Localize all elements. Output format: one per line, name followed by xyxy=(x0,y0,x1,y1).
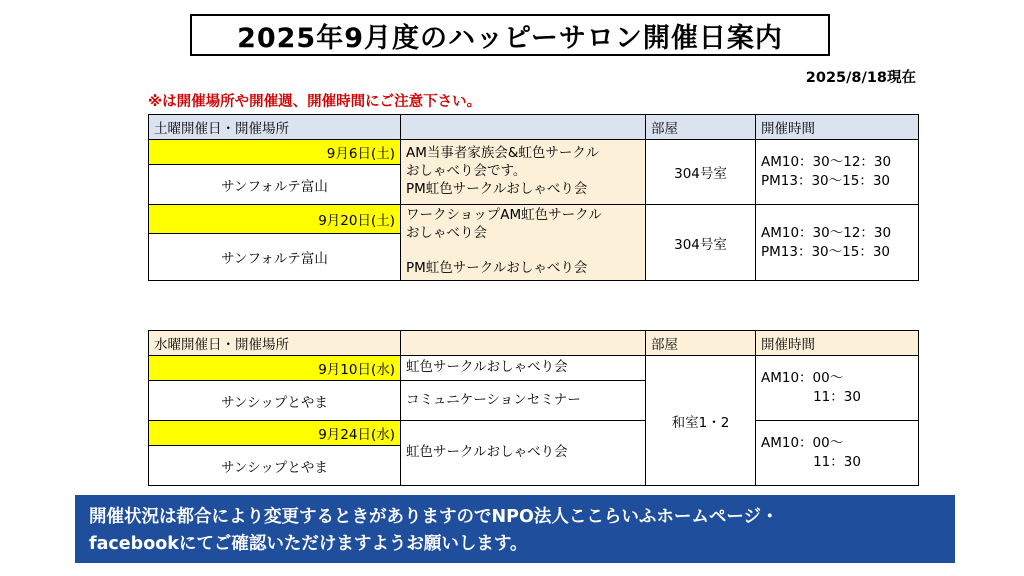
time-line-1: AM10：30～12：30 xyxy=(761,154,892,171)
desc-line-2: おしゃべり会です。 xyxy=(406,163,527,180)
table-row xyxy=(149,205,919,234)
time-line-2: 11：30 xyxy=(813,389,861,405)
col-header-date-place: 水曜開催日・開催場所 xyxy=(149,331,401,356)
table-row xyxy=(149,140,919,165)
desc-line-3: PM虹色サークルおしゃべり会 xyxy=(406,260,588,277)
notice-text: ※は開催場所や開催週、開催時間にご注意下さい。 xyxy=(148,94,482,110)
event-place: サンシップとやま xyxy=(149,446,401,486)
event-description xyxy=(401,205,646,281)
event-place: サンシップとやま xyxy=(149,381,401,421)
footer-line-2: facebookにてご確認いただけますようお願いします。 xyxy=(89,534,528,555)
event-room: 304号室 xyxy=(646,205,756,281)
event-room: 304号室 xyxy=(646,140,756,205)
as-of-date: 2025/8/18現在 xyxy=(805,70,916,86)
table-row xyxy=(149,331,919,356)
time-line-1: AM10：30～12：30 xyxy=(761,224,892,241)
time-line-2: PM13：30～15：30 xyxy=(761,243,891,260)
col-header-time: 開催時間 xyxy=(756,331,919,356)
col-header-room: 部屋 xyxy=(646,115,756,140)
desc-line-2: おしゃべり会 xyxy=(406,224,487,241)
event-place: サンフォルテ富山 xyxy=(149,234,401,281)
event-time xyxy=(756,356,919,421)
col-header-date-place: 土曜開催日・開催場所 xyxy=(149,115,401,140)
table-row xyxy=(149,421,919,446)
time-line-1: AM10：00～ xyxy=(761,370,844,387)
event-description: 虹色サークルおしゃべり会 xyxy=(401,356,646,381)
event-time xyxy=(756,140,919,205)
page-title-box xyxy=(190,14,830,56)
desc-line-1: AM当事者家族会&虹色サークル xyxy=(406,145,600,162)
col-header-time: 開催時間 xyxy=(756,115,919,140)
page-title: 2025年9月度のハッピーサロン開催日案内 xyxy=(237,22,783,54)
col-header-desc xyxy=(401,331,646,356)
event-date: 9月6日(土) xyxy=(149,140,401,165)
time-line-1: AM10：00～ xyxy=(761,435,844,452)
event-time xyxy=(756,205,919,281)
footer-line-1: 開催状況は都合により変更するときがありますのでNPO法人ここらいふホームページ・ xyxy=(89,507,779,527)
saturday-schedule-table xyxy=(148,114,919,281)
desc-line-3: PM虹色サークルおしゃべり会 xyxy=(406,180,588,197)
event-date: 9月20日(土) xyxy=(149,205,401,234)
event-description-2: コミュニケーションセミナー xyxy=(401,381,646,421)
table-row xyxy=(149,115,919,140)
footer-banner xyxy=(75,495,955,563)
event-description xyxy=(401,140,646,205)
time-line-2: 11：30 xyxy=(813,454,861,470)
col-header-room: 部屋 xyxy=(646,331,756,356)
col-header-desc xyxy=(401,115,646,140)
event-date: 9月10日(水) xyxy=(149,356,401,381)
event-description: 虹色サークルおしゃべり会 xyxy=(401,421,646,486)
event-time xyxy=(756,421,919,486)
time-line-2: PM13：30～15：30 xyxy=(761,173,891,189)
event-date: 9月24日(水) xyxy=(149,421,401,446)
event-place: サンフォルテ富山 xyxy=(149,165,401,205)
event-room: 和室1・2 xyxy=(646,356,756,486)
wednesday-schedule-table xyxy=(148,330,919,486)
table-row xyxy=(149,356,919,381)
desc-line-1: ワークショップAM虹色サークル xyxy=(406,207,602,223)
